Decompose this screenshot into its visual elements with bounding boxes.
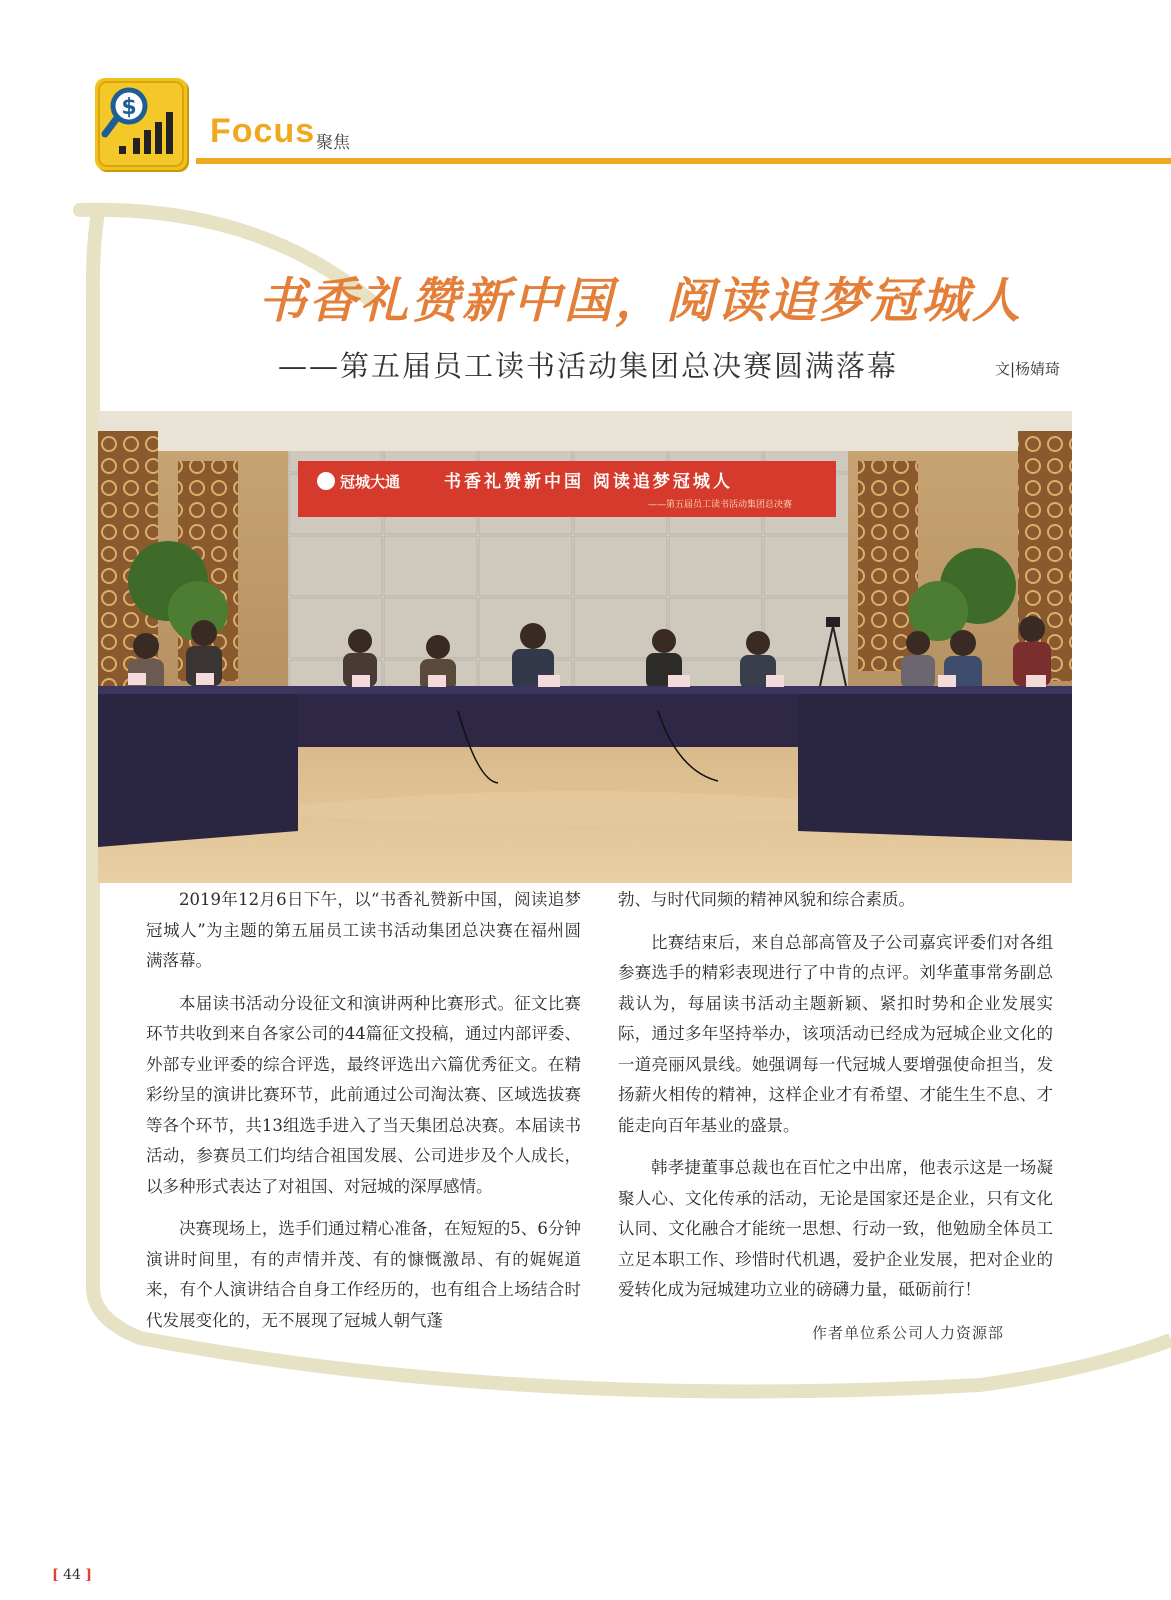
event-photo [98, 411, 1072, 883]
paragraph: 比赛结束后，来自总部高管及子公司嘉宾评委们对各组参赛选手的精彩表现进行了中肯的点评。刘华董事常务副总裁认为，每届读书活动主题新颖、紧扣时势和企业发展实际，通过多年坚持举办，该项活动已经成为冠城企业文化的一道亮丽风景线。她强调每一代冠城人要增强使命担当，发扬薪火相传的精神，这样企业才有希望、才能生生不息、才能走向百年基业的盛景。 [618, 932, 1053, 1135]
paragraph: 本届读书活动分设征文和演讲两种比赛形式。征文比赛环节共收到来自各家公司的44篇征文投稿，通过内部评委、外部专业评委的综合评选，最终评选出六篇优秀征文。在精彩纷呈的演讲比赛环节，此前通过公司淘汰赛、区域选拔赛等各个环节，共13组选手进入了当天集团总决赛。本届读书活动，参赛员工们均结合祖国发展、公司进步及个人成长，以多种形式表达了对祖国、对冠城的深厚感情。 [146, 993, 581, 1196]
banner-text: 书香礼赞新中国 阅读追梦冠城人 [444, 472, 733, 492]
section-subtitle: 聚焦 [316, 133, 350, 153]
svg-text:$: $ [121, 95, 137, 120]
paragraph: 韩孝捷董事总裁也在百忙之中出席，他表示这是一场凝聚人心、文化传承的活动，无论是国家还是企业，只有文化认同、文化融合才能统一思想、行动一致，他勉励全体员工立足本职工作、珍惜时代机遇，爱护企业发展，把对企业的爱转化成为冠城建功立业的磅礴力量，砥砺前行！ [618, 1158, 1053, 1299]
body-column-left [146, 885, 581, 1348]
author-note: 作者单位系公司人力资源部 [812, 1324, 1005, 1342]
header-rule [196, 158, 1171, 164]
article-subheadline: ——第五届员工读书活动集团总决赛圆满落幕 [278, 349, 899, 383]
section-title: Focus [210, 112, 316, 150]
article-byline: 文|杨婧琦 [995, 360, 1061, 378]
banner-logo: 冠城大通 [340, 473, 401, 491]
banner-subtext: ——第五届员工读书活动集团总决赛 [648, 500, 793, 510]
paragraph: 勃、与时代同频的精神风貌和综合素质。 [618, 890, 915, 909]
article-headline: 书香礼赞新中国，阅读追梦冠城人 [258, 273, 1024, 329]
page-number: [ 44 ] [52, 1567, 92, 1583]
page-number-value: 44 [63, 1567, 81, 1583]
paragraph: 2019年12月6日下午，以“书香礼赞新中国，阅读追梦冠城人”为主题的第五届员工读书活动集团总决赛在福州圆满落幕。 [146, 890, 581, 970]
paragraph: 决赛现场上，选手们通过精心准备，在短短的5、6分钟演讲时间里，有的声情并茂、有的慷慨激昂、有的娓娓道来，有个人演讲结合自身工作经历的，也有组合上场结合时代发展变化的，无不展现了冠城人朝气蓬 [146, 1219, 581, 1330]
focus-section-icon [95, 78, 187, 170]
body-column-right [618, 885, 1053, 1318]
